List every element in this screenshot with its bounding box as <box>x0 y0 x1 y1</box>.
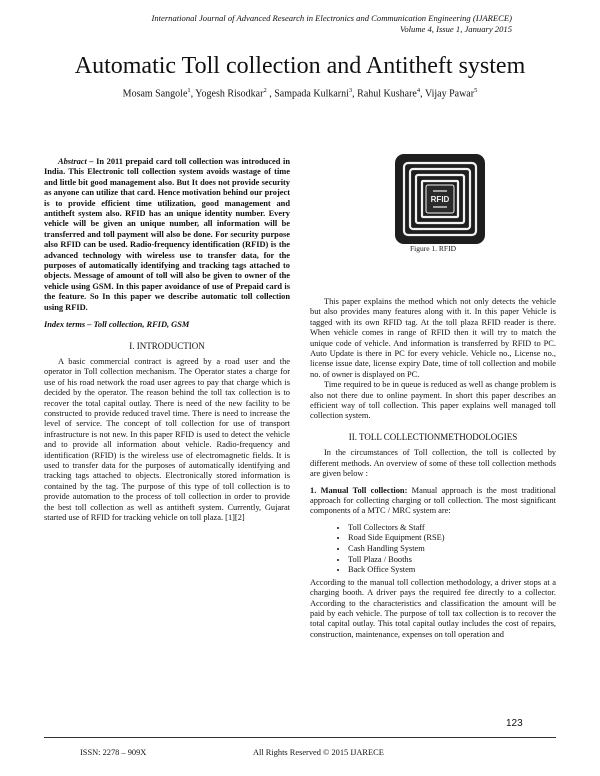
rfid-figure <box>395 154 485 244</box>
journal-volume: Volume 4, Issue 1, January 2015 <box>400 24 512 34</box>
list-item: • Road Side Equipment (RSE) <box>348 533 556 544</box>
author-name: Sampada Kulkarni <box>274 88 349 100</box>
manual-toll-label: 1. Manual Toll collection: <box>310 485 408 495</box>
author-affil: 1 <box>187 87 191 94</box>
manual-method-paragraph: According to the manual toll collection methodology, a driver stops at a charging booth. A driver pays the required fee directly to a collector. According to the characteristics and classification the amount will be paid by each vehicle. The purpose of toll tax collection is to recover the total capital outlay. This total capital outlay includes the cost of repairs, construction, maintenance, expenses on toll operation and <box>310 577 556 639</box>
journal-name: International Journal of Advanced Research in Electronics and Communication Engineering (IJARECE) <box>151 13 512 23</box>
right-column <box>310 297 556 640</box>
author-affil: 3 <box>348 87 353 94</box>
mtc-components-list <box>310 523 556 576</box>
intro-paragraph: A basic commercial contract is agreed by a road user and the operator in Toll collection mechanism. The Operator states a charge for use of his road network the road user agrees to pay that charge which is decided by the operator. The reason behind the toll tax collection is to recover the total capital outlay. There is need of the new facility to be constructed to provide reduced travel time. There is need to increase the level of service. The concept of toll collection for use of transport infrastructure is not new. In this paper RFID is used to detect the vehicle and to provide all information about vehicle. Radio-frequency and identification (RFID) is the wireless use of electromagnetic fields. It is used to transfer data for the purposes of automatically identifying and tracking tags attached to objects. Electronically stored information is contained by the tag. The purpose of this type of toll collection is to provide automation to the process of toll collection in order to provide the best toll collection as well as antitheft system. Currently, Gujarat started use of RFID for tracking vehicle on toll plaza. [1][2] <box>44 356 290 522</box>
rfid-chip-label: RFID <box>430 195 450 204</box>
manual-toll-paragraph <box>310 486 556 517</box>
author-name: Yogesh Risodkar <box>195 88 264 100</box>
author-affil: 2 <box>263 87 267 94</box>
right-intro-paragraph-1: This paper explains the method which not only detects the vehicle but also provides many features along with it. In this paper Vehicle is tagged with its own RFID tag. At the toll plaza RFID reader is there. When vehicle comes in range of RFID then it will try to match the unique code of vehicle. And information is transferred by RFID to PC. Auto Update is there in PC for every vehicle. Vehicle no., License no., license issue date, license expiry Date, time of toll collection and mobile no. of owner is displayed on PC. <box>310 297 556 379</box>
rfid-chip-icon <box>395 154 485 244</box>
page-number: 123 <box>506 718 523 729</box>
list-item: • Back Office System <box>348 565 556 576</box>
author-affil: 4 <box>416 87 421 94</box>
abstract-text: In 2011 prepaid card toll collection was introduced in India. This Electronic toll collection system avoids wastage of time and little bit good management also. But It does not provide security as anyone can utilize that card. Hence motivation behind our project is to provide efficient time utilization, good management and antitheft system also. RFID has an unique identity number. Every vehicle will be given an unique number, all information will be transferred and toll payment will also be done. For security purpose also RFID can be used. Radio-frequency identification (RFID) is the advanced technology with wireless use to transfer data, for the purposes of automatically identifying and tracking tags attached to objects. Message of amount of toll will also be given to owner of the vehicle using GSM. In this paper avoidance of use of Prepaid card is the feature. So In this paper we describe automatic toll collection using RFID. <box>44 157 290 312</box>
figure-caption: Figure 1. RFID <box>409 244 457 253</box>
journal-header <box>151 13 512 35</box>
author-list: Mosam Sangole$^1$, Yogesh Risodkar$^2$ , Sampada Kulkarni$^3$, Rahul Kushare$^4$, Vijay Pawar$^5$ <box>122 87 478 100</box>
section-heading-methodologies: II. TOLL COLLECTIONMETHODOLOGIES <box>348 431 518 442</box>
author-name: Vijay Pawar <box>424 88 475 100</box>
list-item: • Cash Handling System <box>348 544 556 555</box>
list-item: • Toll Collectors & Staff <box>348 523 556 534</box>
index-terms: Index terms – Toll collection, RFID, GSM <box>44 320 190 330</box>
footer-issn: ISSN: 2278 – 909X <box>80 748 147 757</box>
list-item: • Toll Plaza / Booths <box>348 555 556 566</box>
methods-intro: In the circumstances of Toll collection, the toll is collected by different methods. An overview of some of these toll collection methods are given below : <box>310 448 556 479</box>
author-name: Rahul Kushare <box>357 88 417 100</box>
manual-toll-text: Manual approach is the most traditional approach for collecting charging or toll collection. The most significant components of a MTC / MRC system are: <box>310 485 556 516</box>
section-heading-introduction: I. INTRODUCTION <box>129 340 205 351</box>
author-affil: 5 <box>474 87 478 94</box>
footer-divider <box>44 737 556 738</box>
abstract-label: Abstract – <box>58 157 94 166</box>
left-column <box>44 157 290 523</box>
author-name: Mosam Sangole <box>122 88 188 100</box>
paper-title: Automatic Toll collection and Antitheft system <box>74 53 526 79</box>
abstract <box>44 157 290 313</box>
footer-rights: All Rights Reserved © 2015 IJARECE <box>253 748 384 757</box>
right-intro-paragraph-2: Time required to be in queue is reduced as well as change problem is also not there due to online payment. In short this paper describes an efficient way of toll collection. This paper explains well managed toll collection system. <box>310 380 556 421</box>
